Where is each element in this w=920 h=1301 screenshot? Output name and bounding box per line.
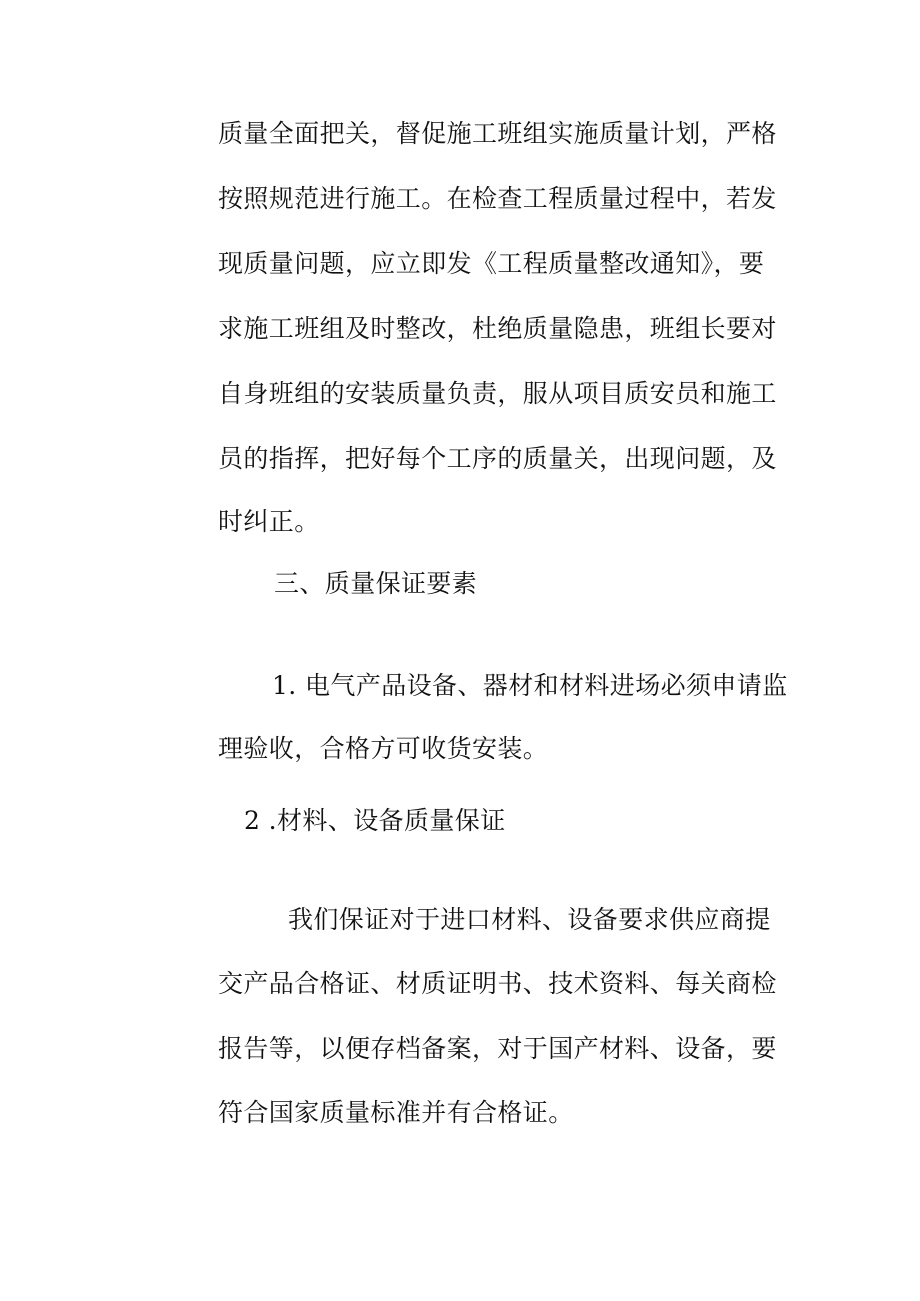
paragraph-line: 按照规范进行施工。在检查工程质量过程中，若发: [218, 184, 777, 213]
paragraph-line: 交产品合格证、材质证明书、技术资料、每关商检: [218, 969, 777, 998]
list-item-line: 理验收，合格方可收货安装。: [218, 734, 549, 763]
paragraph-line: 符合国家质量标准并有合格证。: [218, 1098, 574, 1127]
paragraph-line: 求施工班组及时整改，杜绝质量隐患，班组长要对: [218, 314, 777, 343]
paragraph-line: 我们保证对于进口材料、设备要求供应商提: [288, 905, 771, 934]
paragraph-line: 员的指挥，把好每个工序的质量关，出现问题，及: [218, 444, 777, 473]
paragraph-line: 时纠正。: [218, 507, 320, 536]
list-item-line: 1. 电气产品设备、器材和材料进场必须申请监: [272, 671, 788, 700]
subsection-heading: 2 .材料、设备质量保证: [244, 806, 506, 835]
paragraph-line: 质量全面把关，督促施工班组实施质量计划，严格: [218, 119, 777, 148]
paragraph-line: 报告等，以便存档备案，对于国产材料、设备，要: [218, 1034, 777, 1063]
paragraph-line: 现质量问题，应立即发《工程质量整改通知》，要: [218, 249, 765, 278]
paragraph-line: 自身班组的安装质量负责，服从项目质安员和施工: [218, 379, 777, 408]
section-heading: 三、质量保证要素: [274, 569, 478, 598]
